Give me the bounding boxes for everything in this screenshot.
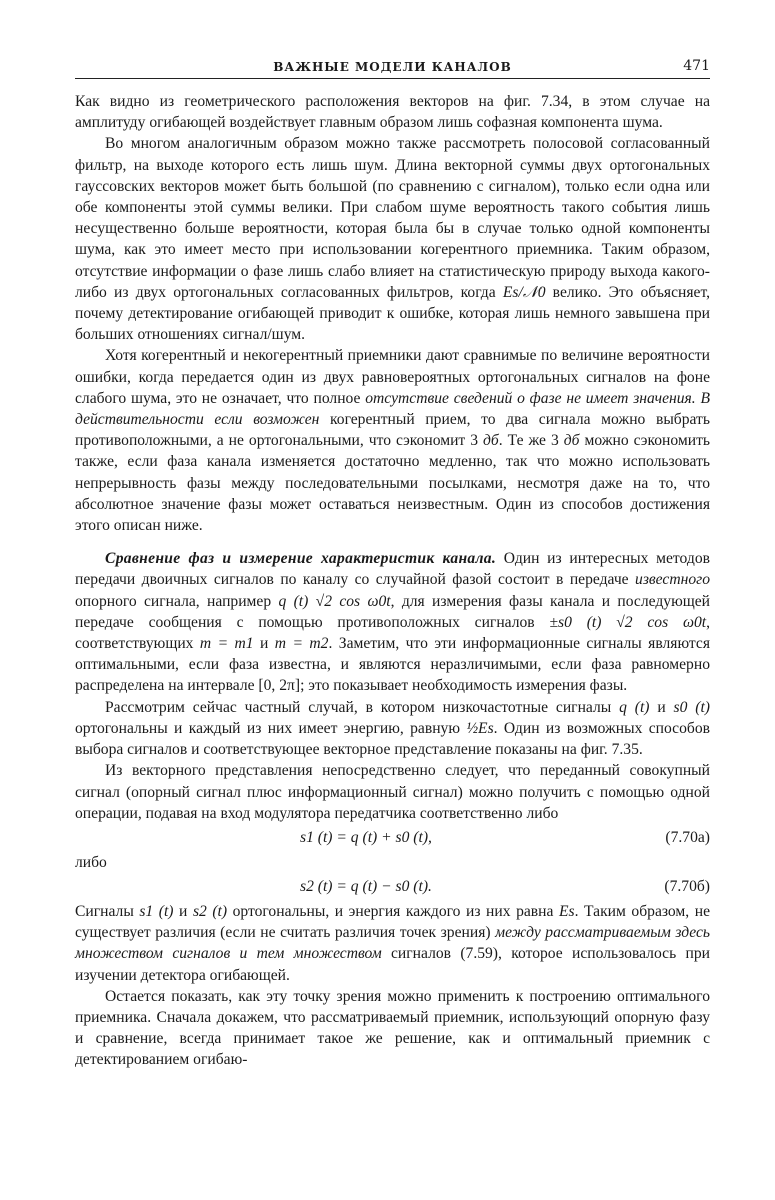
math-s2-t: s2 (t): [192, 902, 228, 920]
paragraph-4-text-e: и: [253, 635, 275, 653]
paragraph-7-text-e: сигналов (7.59), которое использовалось при изучении детектора огибающей.: [75, 945, 710, 984]
equation-7-70a-formula: s1 (t) = q (t) + s0 (t),: [300, 828, 432, 846]
math-s0-t: s0 (t): [673, 698, 710, 716]
word-libo: либо: [75, 853, 107, 871]
body-text-continued: [75, 901, 710, 1071]
paragraph-2-text-a: Во многом аналогичным образом можно также рассмотреть полосовой согласованный фильтр, на выходе которого есть лишь шум. Длина векторной суммы двух ортогональных гауссовских векторов может быть большой (по сравнению с сигналом), только если одна или обе компоненты этой суммы велики. При слабом шуме вероятность такого события лишь несущественно больше вероятности, которая была бы в случае только одной компоненты шума, как это имеет место при использовании когерентного приемника. Таким образом, отсутствие информации о фазе лишь слабо влияет на статистическую природу выхода какого-либо из двух ортогональных согласованных фильтров, когда: [75, 135, 710, 301]
paragraph-5-text-c: ортогональны и каждый из них имеет энергию, равную: [75, 719, 467, 737]
math-reference-signal: q (t) √2 cos ω0t: [278, 592, 391, 610]
unit-db-2: дб: [563, 432, 580, 450]
paragraph-4-text-f: . Заметим, что эти информационные сигналы являются оптимальными, если фаза известна, и являются неразличимыми, если фаза равномерно распределена на интервале [0, 2π]; это показывает необходимость измерения фазы.: [75, 635, 710, 695]
body-text: [75, 91, 710, 824]
math-q-t: q (t): [619, 698, 650, 716]
paragraph-5-text-b: и: [649, 698, 674, 716]
paragraph-5-text-d: . Один из возможных способов выбора сигналов и соответствующее векторное представление показаны на фиг. 7.35.: [75, 719, 710, 759]
paragraph-8: Остается показать, как эту точку зрения можно применить к построению оптимального приемника. Сначала докажем, что рассматриваемый приемник, использующий опорную фазу и сравнение, всегда принимает такое же решение, как и оптимальный приемник с детектированием огибаю-: [75, 987, 710, 1069]
paragraph-2: [75, 133, 710, 345]
paragraph-3-text-d: можно сэкономить также, если фаза канала изменяется достаточно медленно, так что можно использовать непрерывность фазы между последовательными посылками, несмотря даже на то, что абсолютное значение фазы может оставаться неизвестным. Один из способов достижения этого описан ниже.: [75, 432, 711, 535]
paragraph-4-text-d: , соответствующих: [75, 613, 710, 653]
equation-7-70b-formula: s2 (t) = q (t) − s0 (t).: [300, 877, 432, 895]
running-title: ВАЖНЫЕ МОДЕЛИ КАНАЛОВ: [273, 60, 512, 74]
paragraph-4-text-a: Один из интересных методов передачи двоичных сигналов по каналу со случайной фазой состоит в передаче: [75, 550, 710, 589]
paragraph-4-text-b: опорного сигнала, например: [75, 592, 279, 610]
paragraph-7: [75, 901, 710, 986]
paragraph-5-text-a: Рассмотрим сейчас частный случай, в котором низкочастотные сигналы: [105, 698, 620, 716]
paragraph-4: [75, 548, 710, 696]
paragraph-7-text-a: Сигналы: [75, 902, 140, 920]
math-antipodal-signals: ±s0 (t) √2 cos ω0t: [549, 613, 707, 631]
paragraph-1: Как видно из геометрического расположения векторов на фиг. 7.34, в этом случае на амплитуду огибающей воздействует главным образом лишь софазная компонента шума.: [75, 93, 710, 132]
math-m1: m = m1: [199, 635, 254, 653]
section-title: Сравнение фаз и измерение характеристик канала.: [105, 550, 497, 568]
paragraph-3-text-c: . Те же 3: [498, 432, 564, 450]
paragraph-7-text-c: ортогональны, и энергия каждого из них равна: [227, 902, 559, 920]
page-header: [75, 58, 710, 79]
math-m2: m = m2: [274, 635, 329, 653]
math-half-es: ½Es: [466, 719, 494, 737]
paragraph-7-emphasis: между рассматриваемым здесь множеством сигналов и тем множеством: [75, 924, 711, 963]
equation-7-70a-number: (7.70а): [665, 828, 710, 846]
paragraph-3-text-b: когерентный прием, то два сигнала можно выбрать противоположными, а не ортогональными, что сэкономит 3: [75, 411, 710, 450]
paragraph-2-text-b: велико. Это объясняет, почему детектирование огибающей приводит к ошибке, которая лишь немного завышена при больших отношениях сигнал/шум.: [75, 283, 710, 344]
equation-7-70b: [75, 875, 710, 899]
math-es-over-n0: Es/𝒩0: [502, 283, 546, 301]
math-s1-t: s1 (t): [139, 902, 174, 920]
paragraph-7-text-d: . Таким образом, не существует различия (если не считать различия точек зрения): [75, 902, 711, 942]
equation-7-70a: [75, 826, 710, 850]
math-es: Es: [558, 902, 575, 920]
paragraph-4-text-c: , для измерения фазы канала и последующей передаче сообщения с помощью противоположных сигналов: [75, 592, 711, 631]
paragraph-7-text-b: и: [173, 902, 193, 920]
paragraph-5: [75, 697, 710, 761]
paragraph-3-emphasis: отсутствие сведений о фазе не имеет значения. В действительности если возможен: [75, 389, 710, 429]
paragraph-6: Из векторного представления непосредственно следует, что переданный совокупный сигнал (опорный сигнал плюс информационный сигнал) можно получить с помощью одной операции, подавая на вход модулятора передатчика соответственно либо: [75, 762, 710, 822]
paragraph-3-text-a: Хотя когерентный и некогерентный приемники дают сравнимые по величине вероятности ошибки, когда передается один из двух равновероятных ортогональных сигналов на фоне слабого шума, это не означает, что полное: [75, 347, 710, 407]
paragraph-3: [75, 345, 710, 536]
unit-db-1: дб: [483, 432, 499, 450]
equation-7-70b-number: (7.70б): [664, 877, 710, 895]
paragraph-4-emphasis: известного: [635, 571, 710, 589]
page-number: 471: [683, 58, 710, 74]
